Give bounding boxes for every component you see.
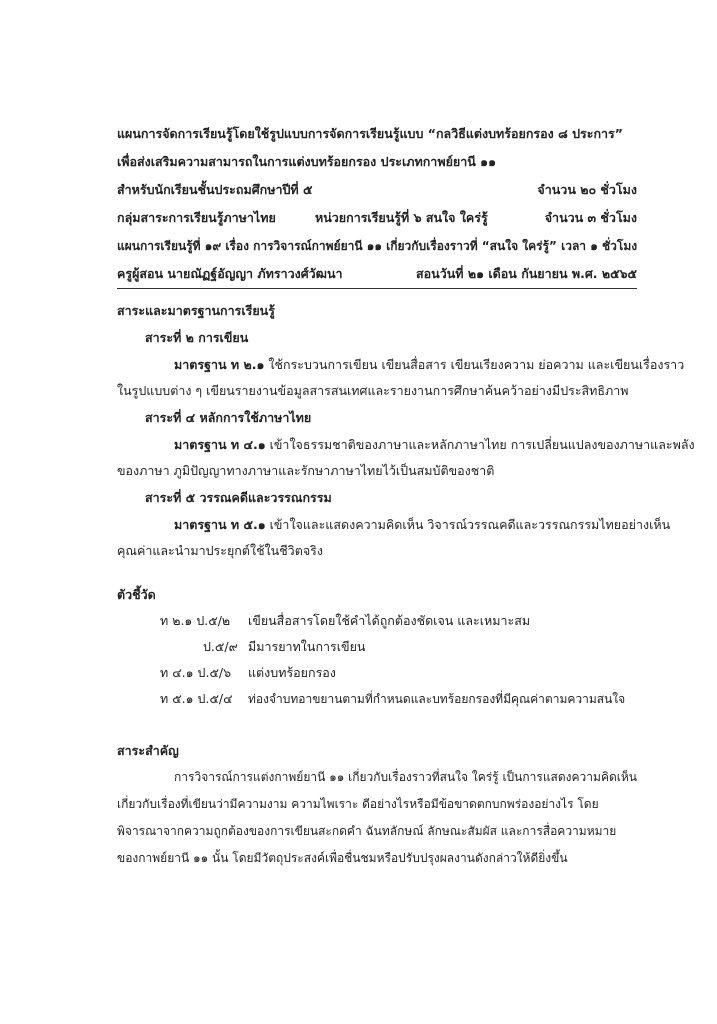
lesson-title: แผนการเรียนรู้ที่ ๑๙ เรื่อง การวิจารณ์กาพย์ยานี ๑๑ เกี่ยวกับเรื่องราวที่ “สนใจ ใคร่รู้” เวลา ๑ ชั่วโมง	[117, 239, 638, 253]
unit-hours: จำนวน ๓ ชั่วโมง	[544, 210, 637, 225]
plan-subtitle: เพื่อส่งเสริมความสามารถในการแต่งบทร้อยกรอง ประเภทกาพย์ยานี ๑๑	[117, 154, 497, 169]
student-level: สำหรับนักเรียนชั้นประถมศึกษาปีที่ ๕	[117, 182, 313, 197]
standard-4-label: มาตรฐาน ท ๔.๑	[174, 437, 266, 452]
indicator-code: ท ๒.๑ ป.๕/๒	[160, 613, 231, 628]
key-concept-line: ของกาพย์ยานี ๑๑ นั้น โดยมีวัตถุประสงค์เพื่อชื่นชมหรือปรับปรุงผลงานดังกล่าวให้ดียิ่งขึ้น	[117, 851, 568, 865]
key-concept-line: พิจารณาจากความถูกต้องของการเขียนสะกดคำ ฉันทลักษณ์ ลักษณะสัมผัส และการสื่อความหมาย	[117, 824, 617, 838]
header-divider	[117, 288, 637, 289]
indicator-code: ท ๔.๑ ป.๕/๖	[160, 665, 232, 680]
unit-title: หน่วยการเรียนรู้ที่ ๖ สนใจ ใคร่รู้	[315, 210, 488, 225]
strand-2-title: สาระที่ ๒ การเขียน	[145, 330, 249, 345]
standard-5-label: มาตรฐาน ท ๕.๑	[174, 517, 266, 532]
total-hours: จำนวน ๒๐ ชั่วโมง	[537, 182, 637, 197]
key-concept-line: การวิจารณ์การแต่งกาพย์ยานี ๑๑ เกี่ยวกับเรื่องราวที่สนใจ ใคร่รู้ เป็นการแสดงความคิดเห็น	[174, 770, 637, 784]
plan-title: แผนการจัดการเรียนรู้โดยใช้รูปแบบการจัดการเรียนรู้แบบ “กลวิธีแต่งบทร้อยกรอง ๘ ประการ”	[117, 126, 623, 141]
standard-2-line-2: ในรูปแบบต่าง ๆ เขียนรายงานข้อมูลสารสนเทศและรายงานการศึกษาค้นคว้าอย่างมีประสิทธิภาพ	[117, 383, 629, 398]
standard-5-text: เข้าใจและแสดงความคิดเห็น วิจารณ์วรรณคดีและวรรณกรรมไทยอย่างเห็น	[265, 517, 671, 532]
standard-2-line-1	[174, 356, 684, 374]
subject-group: กลุ่มสาระการเรียนรู้ภาษาไทย	[117, 210, 276, 225]
teaching-date: สอนวันที่ ๒๑ เดือน กันยายน พ.ศ. ๒๕๖๕	[416, 266, 637, 281]
indicators-heading: ตัวชี้วัด	[117, 587, 156, 602]
standard-2-label: มาตรฐาน ท ๒.๑	[174, 357, 265, 372]
standard-5-line-2: คุณค่าและนำมาประยุกต์ใช้ในชีวิตจริง	[117, 543, 323, 558]
indicator-text: เขียนสื่อสารโดยใช้คำได้ถูกต้องชัดเจน และเหมาะสม	[248, 613, 531, 628]
indicator-text: มีมารยาทในการเขียน	[248, 639, 366, 654]
indicator-text: แต่งบทร้อยกรอง	[248, 665, 336, 680]
indicator-text: ท่องจำบทอาขยานตามที่กำหนดและบทร้อยกรองที่มีคุณค่าตามความสนใจ	[248, 692, 626, 706]
standard-2-text: ใช้กระบวนการเขียน เขียนสื่อสาร เขียนเรียงความ ย่อความ และเขียนเรื่องราว	[264, 357, 685, 372]
teacher-name: ครูผู้สอน นายณัฏฐ์อัญญา ภัทราวงศ์วัฒนา	[117, 266, 343, 281]
indicator-code: ป.๕/๙	[203, 639, 238, 654]
standard-4-text: เข้าใจธรรมชาติของภาษาและหลักภาษาไทย การเปลี่ยนแปลงของภาษาและพลัง	[265, 437, 695, 452]
standard-4-line-1	[174, 436, 695, 454]
indicator-code: ท ๕.๑ ป.๕/๔	[160, 691, 233, 706]
standard-4-line-2: ของภาษา ภูมิปัญญาทางภาษาและรักษาภาษาไทยไว้เป็นสมบัติของชาติ	[117, 463, 495, 478]
standard-5-line-1	[174, 516, 670, 534]
strand-4-title: สาระที่ ๔ หลักการใช้ภาษาไทย	[145, 410, 312, 425]
standards-heading: สาระและมาตรฐานการเรียนรู้	[117, 303, 275, 318]
key-concept-line: เกี่ยวกับเรื่องที่เขียนว่ามีความงาม ความไพเราะ ดีอย่างไรหรือมีข้อขาดตกบกพร่องอย่างไร โดย	[117, 797, 599, 811]
strand-5-title: สาระที่ ๕ วรรณคดีและวรรณกรรม	[145, 490, 332, 505]
key-concept-heading: สาระสำคัญ	[117, 743, 179, 758]
